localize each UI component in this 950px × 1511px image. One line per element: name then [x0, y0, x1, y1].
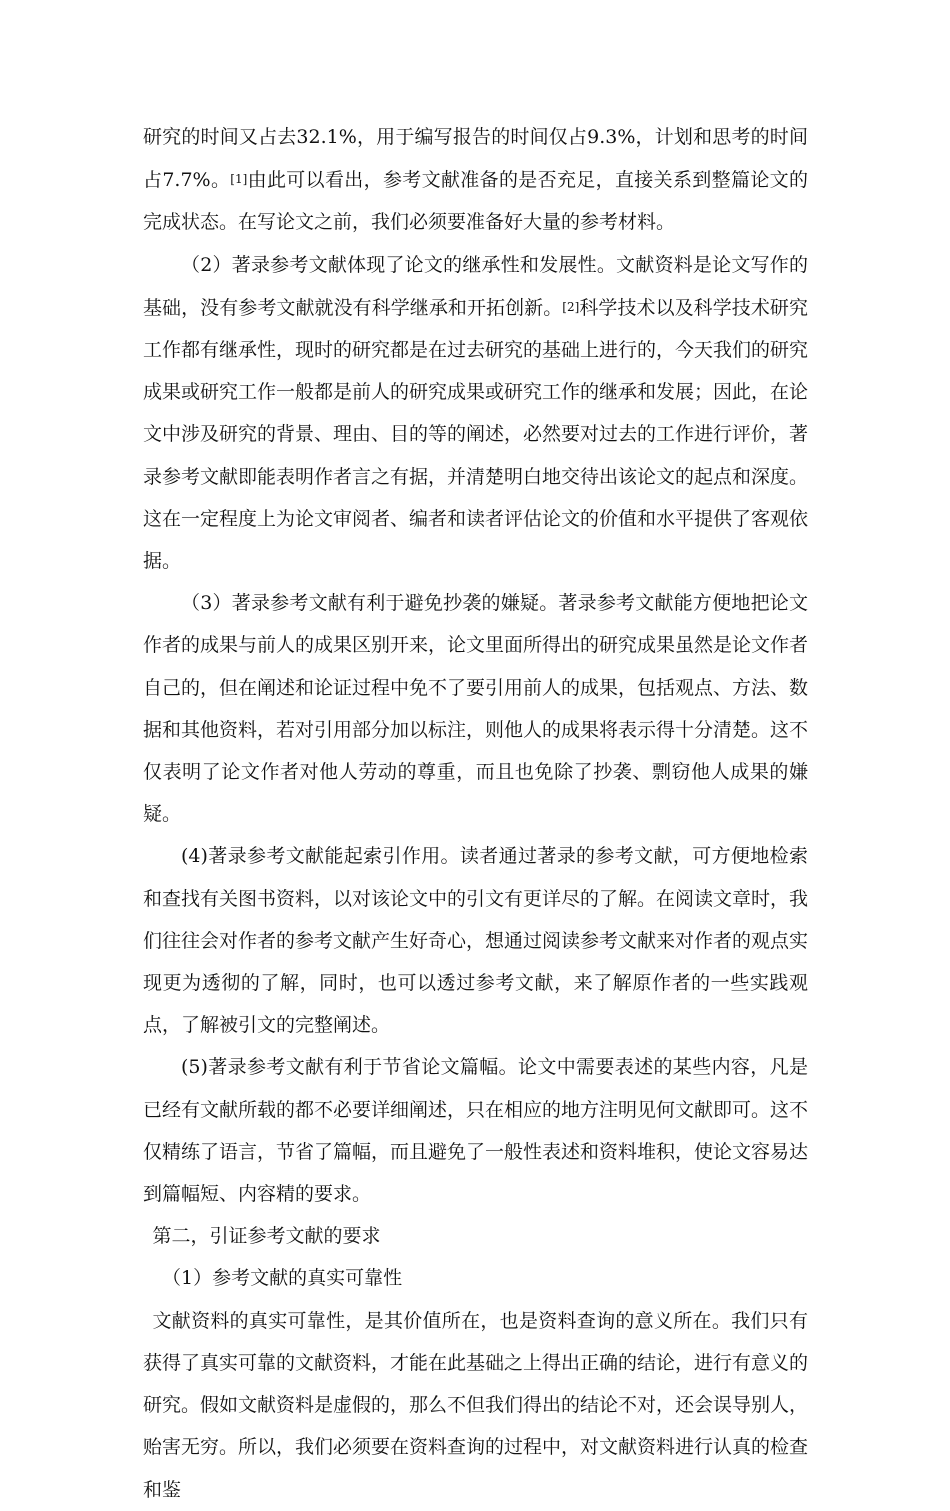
paragraph-avoid-plagiarism: （3）著录参考文献有利于避免抄袭的嫌疑。著录参考文献能方便地把论文作者的成果与前人的成果区别开来，论文里面所得出的研究成果虽然是论文作者自己的，但在阐述和论证过程中免不了要引用前人的成果，包括观点、方法、数据和其他资料，若对引用部分加以标注，则他人的成果将表示得十分清楚。这不仅表明了论文作者对他人劳动的尊重，而且也免除了抄袭、剽窃他人成果的嫌疑。 [143, 592, 809, 826]
paragraph-inheritance [143, 244, 808, 583]
paragraph-time-statistics [143, 116, 808, 244]
subsection-heading: （1）参考文献的真实可靠性 [162, 1267, 403, 1290]
paragraph-text: （2）著录参考文献体现了论文的继承性和发展性。文献资料是论文写作的基础，没有参考文献就没有科学继承和开拓创新。 [143, 253, 808, 319]
paragraph-index-role: (4)著录参考文献能起索引作用。读者通过著录的参考文献，可方便地检索和查找有关图书资料，以对该论文中的引文有更详尽的了解。在阅读文章时，我们往往会对作者的参考文献产生好奇心，想通过阅读参考文献来对作者的观点实现更为透彻的了解，同时，也可以透过参考文献，来了解原作者的一些实践观点，了解被引文的完整阐述。 [143, 845, 809, 1037]
section-heading: 第二，引证参考文献的要求 [152, 1225, 381, 1248]
paragraph-reliability: 文献资料的真实可靠性，是其价值所在，也是资料查询的意义所在。我们只有获得了真实可靠的文献资料，才能在此基础之上得出正确的结论，进行有意义的研究。假如文献资料是虚假的，那么不但我们得出的结论不对，还会误导别人，贻害无穷。所以，我们必须要在资料查询的过程中，对文献资料进行认真的检查和鉴 [143, 1309, 809, 1501]
paragraph-text: 科学技术以及科学技术研究工作都有继承性，现时的研究都是在过去研究的基础上进行的，今天我们的研究成果或研究工作一般都是前人的研究成果或研究工作的继承和发展；因此，在论文中涉及研究的背景、理由、目的等的阐述，必然要对过去的工作进行评价，著录参考文献即能表明作者言之有据，并清楚明白地交待出该论文的起点和深度。这在一定程度上为论文审阅者、编者和读者评估论文的价值和水平提供了客观依据。 [143, 296, 809, 573]
citation-marker[interactable]: [1] [230, 172, 248, 187]
paragraph-text: 研究的时间又占去32.1%，用于编写报告的时间仅占9.3%，计划和思考的时间占7.7%。 [143, 126, 808, 192]
paragraph-text: 由此可以看出，参考文献准备的是否充足，直接关系到整篇论文的完成状态。在写论文之前，我们必须要准备好大量的参考材料。 [143, 169, 808, 234]
paragraph-save-space: (5)著录参考文献有利于节省论文篇幅。论文中需要表述的某些内容，凡是已经有文献所载的都不必要详细阐述，只在相应的地方注明见何文献即可。这不仅精练了语言，节省了篇幅，而且避免了一般性表述和资料堆积，使论文容易达到篇幅短、内容精的要求。 [143, 1056, 809, 1206]
citation-marker[interactable]: [2] [562, 299, 580, 314]
document-page [143, 116, 808, 1511]
